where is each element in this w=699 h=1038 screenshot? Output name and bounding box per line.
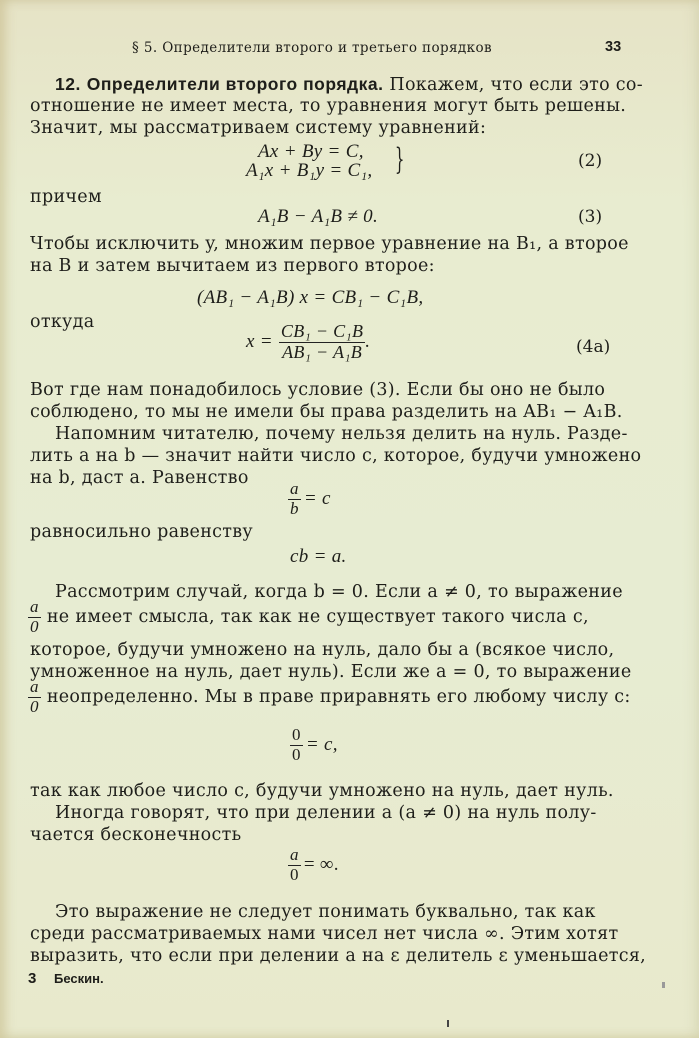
text-line: на b, даст a. Равенство [30,468,249,488]
text-line: чается бесконечность [30,825,242,845]
equation-4a [246,322,370,363]
equation-a-over-b [288,480,331,518]
equation-3: A₁B − A₁B ≠ 0. [258,206,378,227]
denominator: AB₁ − A₁B [282,341,363,362]
equation-label: (2) [578,151,603,171]
scan-speck [447,1020,449,1027]
text-line: умноженное на нуль, дает нуль). Если же a = 0, то выражение [30,662,632,682]
text-line: Напомним читателю, почему нельзя делить на нуль. Разде- [55,424,628,444]
text-line: которое, будучи умножено на нуль, дало бы a (всякое число, [30,640,615,660]
denominator: b [290,498,299,518]
numerator: a [30,677,39,696]
numerator: CB₁ − C₁B [280,321,364,341]
running-head: § 5. Определители второго и третьего порядков [132,40,493,56]
signature-number: 3 [28,970,37,987]
denominator: 0 [292,744,301,764]
denominator: 0 [290,864,299,884]
equation-zero-over-zero [290,726,338,764]
text-line: причем [30,187,102,207]
scan-speck [662,982,665,988]
equation-label: (3) [578,207,603,227]
text-line: Это выражение не следует понимать буквально, так как [55,902,596,922]
text-line: среди рассматриваемых нами чисел нет числа ∞. Этим хотят [30,924,619,944]
intro-text: Покажем, что если это со- [389,75,643,95]
text: не имеет смысла, так как не существует такого числа c, [46,607,589,628]
text-line: отношение не имеет места, то уравнения могут быть решены. [30,96,627,116]
text-line: выразить, что если при делении a на ε делитель ε уменьшается, [30,946,647,966]
denominator: 0 [30,616,39,636]
section-heading-line [55,74,643,95]
equation-a-over-zero-infinity [288,846,339,884]
equation-rhs: = c, [305,734,338,756]
text-line: Вот где нам понадобилось условие (3). Если бы оно не было [30,380,606,400]
period: . [365,331,371,353]
numerator: 0 [292,725,301,744]
equation-label: (4a) [576,337,611,357]
fraction [288,480,301,518]
fraction [28,678,41,716]
equation-subtraction: (AB₁ − A₁B) x = CB₁ − C₁B, [197,287,424,308]
numerator: a [290,845,299,864]
denominator: 0 [30,696,39,716]
brace-icon: } [394,142,405,177]
fraction [279,322,365,363]
text-line: откуда [30,312,95,332]
equation-2-line1: Ax + By = C, [258,141,364,162]
text-line: Рассмотрим случай, когда b = 0. Если a ≠ 0, то выражение [55,582,623,602]
text-line: Иногда говорят, что при делении a (a ≠ 0) на нуль полу- [55,803,597,823]
text-line: Чтобы исключить y, множим первое уравнение на B₁, а второе [30,234,629,254]
page-number: 33 [605,39,622,55]
text-line: Значит, мы рассматриваем систему уравнений: [30,118,487,138]
section-number: 12. [55,74,81,94]
text-line: так как любое число c, будучи умножено на нуль, дает нуль. [30,781,614,801]
text-line: лить a на b — значит найти число c, которое, будучи умножено [30,446,642,466]
signature-name: Бескин. [53,971,104,986]
text-line-with-fraction [28,678,631,716]
equation-cb-a: cb = a. [290,546,347,567]
text-line-with-fraction [28,598,590,636]
fraction [288,846,301,884]
equation-rhs: = ∞. [303,854,339,876]
section-title: Определители второго порядка. [86,74,384,94]
text-line: соблюдено, то мы не имели бы права разделить на AB₁ − A₁B. [30,402,623,422]
equation-2-line2: A₁x + B₁y = C₁, [246,160,373,181]
equation-rhs: = c [303,488,331,510]
printer-signature [28,970,104,987]
numerator: a [290,479,299,498]
text: неопределенно. Мы в праве приравнять его любому числу c: [46,687,631,708]
text-line: равносильно равенству [30,522,253,542]
numerator: a [30,597,39,616]
fraction [28,598,41,636]
text-line: на B и затем вычитаем из первого второе: [30,256,435,276]
equation-4a-lhs: x = [246,331,273,353]
fraction [290,726,303,764]
